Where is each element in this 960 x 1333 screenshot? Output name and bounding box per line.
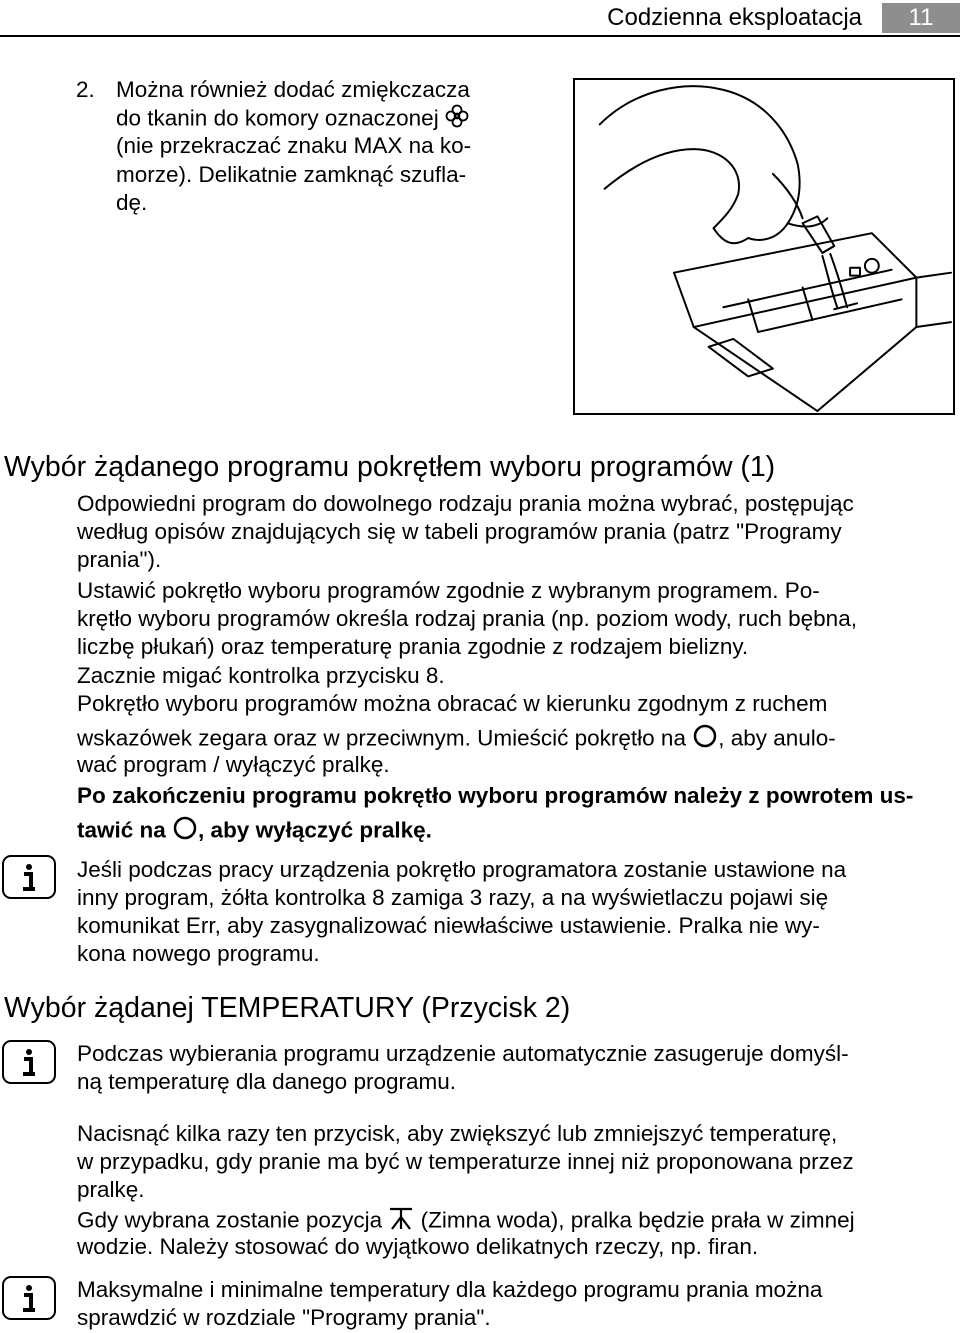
step2-line-2: do tkanin do komory oznaczonej (116, 104, 469, 135)
s2-p2-line-1: Gdy wybrana zostanie pozycja (Zimna woda), pralka będzie prała w zimnej (77, 1205, 855, 1238)
max-mark: MAX (353, 133, 403, 158)
s2-p1-line-1: Nacisnąć kilka razy ten przycisk, aby zwiększyć lub zmniejszyć temperaturę, (77, 1121, 838, 1146)
s1-p1-line-3: prania"). (77, 547, 162, 572)
s1-p1-line-2: według opisów znajdujących się w tabeli programów prania (patrz "Programy (77, 519, 842, 544)
s1-note-line-2: inny program, żółta kontrolka 8 zamiga 3 razy, a na wyświetlaczu pojawi się (77, 885, 829, 910)
circle-off-icon (172, 815, 198, 848)
step2-line-3: (nie przekraczać znaku MAX na ko- (116, 133, 472, 158)
s1-p2-line-1: Ustawić pokrętło wyboru programów zgodnie z wybranym programem. Po- (77, 578, 820, 603)
s1-p3: Zacznie migać kontrolka przycisku 8. (77, 663, 445, 688)
s1-p2-line-3: liczbę płukań) oraz temperaturę prania zgodnie z rodzajem bielizny. (77, 634, 749, 659)
s2-note1-line-2: ną temperaturę dla danego programu. (77, 1069, 456, 1094)
err-code: Err (185, 913, 215, 938)
s1-p2-line-2: krętło wyboru programów określa rodzaj prania (np. poziom wody, ruch bębna, (77, 606, 857, 631)
s1-note-line-1: Jeśli podczas pracy urządzenia pokrętło programatora zostanie ustawione na (77, 857, 847, 882)
step2-line-4: morze). Delikatnie zamknąć szufla- (116, 162, 467, 187)
s1-note-line-4: kona nowego programu. (77, 941, 320, 966)
s2-note2-line-1: Maksymalne i minimalne temperatury dla każdego programu prania można (77, 1277, 823, 1302)
s2-p1-line-3: pralkę. (77, 1177, 145, 1202)
info-icon (2, 855, 56, 899)
header-divider (0, 35, 960, 37)
s1-p1-line-1: Odpowiedni program do dowolnego rodzaju prania można wybrać, postępując (77, 491, 854, 516)
s1-p4-line-2: wskazówek zegara oraz w przeciwnym. Umieścić pokrętło na , aby anulo- (77, 723, 836, 756)
s1-p4-line-3: wać program / wyłączyć pralkę. (77, 752, 390, 777)
section1-heading: Wybór żądanego programu pokrętłem wyboru programów (1) (4, 451, 776, 483)
flower-icon (445, 104, 469, 135)
step2-line-5: dę. (116, 190, 148, 215)
s1-warning-line-1: Po zakończeniu programu pokrętło wyboru programów należy z powrotem us- (77, 783, 914, 808)
s1-p4-line-1: Pokrętło wyboru programów można obracać w kierunku zgodnym z ruchem (77, 691, 828, 716)
info-icon (2, 1040, 56, 1084)
s2-p2-line-2: wodzie. Należy stosować do wyjątkowo delikatnych rzeczy, np. firan. (77, 1234, 759, 1259)
detergent-drawer-illustration (573, 78, 955, 415)
page-number: 11 (882, 3, 960, 33)
s2-note1-line-1: Podczas wybierania programu urządzenie automatycznie zasugeruje domyśl- (77, 1041, 849, 1066)
s2-note2-line-2: sprawdzić w rozdziale "Programy prania". (77, 1305, 491, 1330)
step2-line-1: Można również dodać zmiękczacza (116, 77, 470, 102)
s2-p1-line-2: w przypadku, gdy pranie ma być w temperaturze innej niż proponowana przez (77, 1149, 854, 1174)
circle-off-icon (692, 723, 718, 756)
step-number: 2. (76, 77, 95, 102)
s1-warning-line-2: tawić na , aby wyłączyć pralkę. (77, 815, 432, 848)
info-icon (2, 1276, 56, 1320)
section2-heading: Wybór żądanej TEMPERATURY (Przycisk 2) (4, 992, 571, 1024)
page-header-title: Codzienna eksploatacja (607, 4, 862, 31)
s1-note-line-3: komunikat Err, aby zasygnalizować niewłaściwe ustawienie. Pralka nie wy- (77, 913, 820, 938)
